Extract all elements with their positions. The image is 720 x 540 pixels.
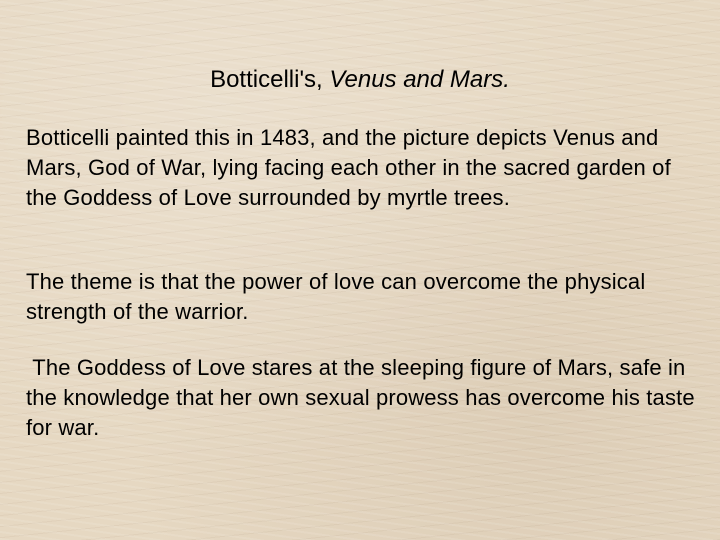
title-artwork-name: Venus and Mars.	[329, 66, 510, 93]
paragraph-theme: The theme is that the power of love can overcome the physical strength of the warrior.	[26, 269, 646, 324]
paragraph-goddess: The Goddess of Love stares at the sleeping figure of Mars, safe in the knowledge that her own sexual prowess has overcome his taste for war.	[26, 355, 702, 440]
slide-title	[0, 64, 720, 96]
paragraph-history: Botticelli painted this in 1483, and the picture depicts Venus and Mars, God of War, lying facing each other in the sacred garden of the Goddess of Love surrounded by myrtle trees.	[26, 125, 671, 210]
title-prefix: Botticelli's,	[210, 66, 330, 93]
